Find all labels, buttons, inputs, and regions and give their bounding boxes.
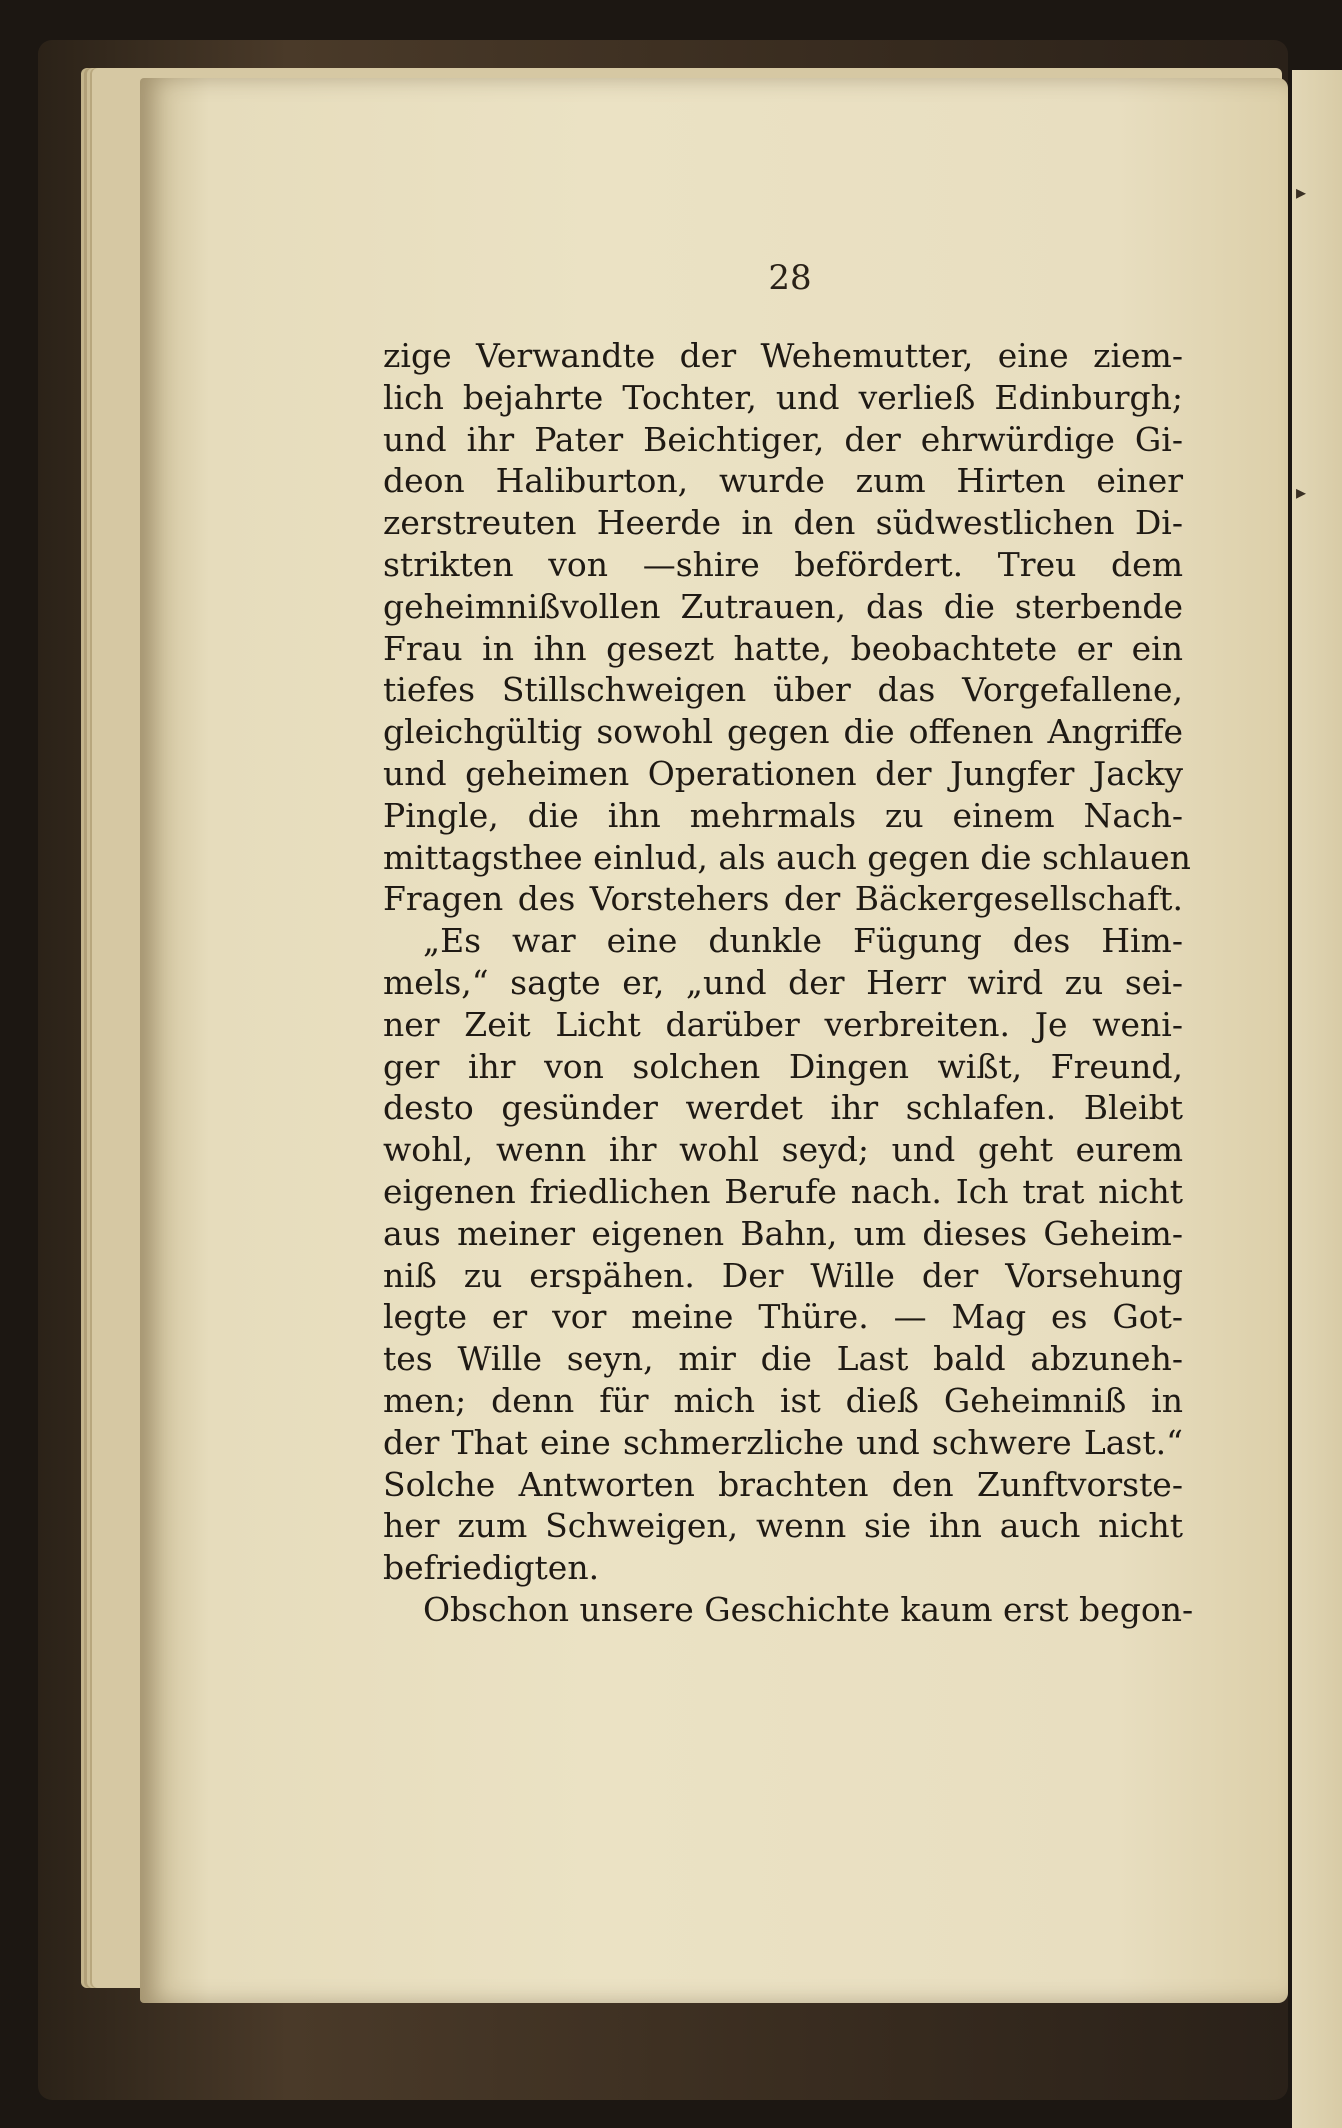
text-line: gleichgültig sowohl gegen die offenen Angriffe bbox=[383, 712, 1183, 752]
text-line: „Es war eine dunkle Fügung des Him- bbox=[423, 921, 1183, 961]
text-line: wohl, wenn ihr wohl seyd; und geht eurem bbox=[383, 1130, 1183, 1170]
text-line: niß zu erspähen. Der Wille der Vorsehung bbox=[383, 1255, 1183, 1295]
text-line: strikten von —shire befördert. Treu dem bbox=[383, 544, 1183, 584]
text-line: und ihr Pater Beichtiger, der ehrwürdige Gi- bbox=[383, 419, 1183, 459]
text-line: Solche Antworten brachten den Zunftvorste- bbox=[383, 1464, 1183, 1504]
text-line: deon Haliburton, wurde zum Hirten einer bbox=[383, 461, 1183, 501]
margin-mark: ▸ bbox=[1296, 180, 1307, 204]
text-line: aus meiner eigenen Bahn, um dieses Geheim- bbox=[383, 1213, 1183, 1253]
text-line: mittagsthee einlud, als auch gegen die schlauen bbox=[383, 837, 1191, 877]
text-line: Frau in ihn gesezt hatte, beobachtete er ein bbox=[383, 628, 1183, 668]
text-line: mels,“ sagte er, „und der Herr wird zu sei- bbox=[383, 962, 1183, 1002]
text-line: legte er vor meine Thüre. — Mag es Got- bbox=[383, 1297, 1183, 1337]
text-line: lich bejahrte Tochter, und verließ Edinburgh; bbox=[383, 377, 1183, 417]
text-line: zige Verwandte der Wehemutter, eine ziem- bbox=[383, 336, 1183, 375]
text-line: ner Zeit Licht darüber verbreiten. Je weni- bbox=[383, 1004, 1183, 1044]
text-line: tiefes Stillschweigen über das Vorgefallene, bbox=[383, 670, 1183, 710]
page-number: 28 bbox=[768, 258, 812, 298]
body-text bbox=[383, 335, 1194, 1631]
text-line: Fragen des Vorstehers der Bäckergesellschaft. bbox=[383, 879, 1183, 919]
text-line: befriedigten. bbox=[383, 1548, 600, 1588]
text-line: zerstreuten Heerde in den südwestlichen Di- bbox=[383, 503, 1183, 543]
text-line: der That eine schmerzliche und schwere Last.“ bbox=[383, 1422, 1183, 1462]
text-line: tes Wille seyn, mir die Last bald abzuneh- bbox=[383, 1339, 1183, 1379]
facing-page-edge bbox=[1292, 70, 1342, 2128]
text-line: ger ihr von solchen Dingen wißt, Freund, bbox=[383, 1046, 1183, 1086]
text-line: her zum Schweigen, wenn sie ihn auch nicht bbox=[383, 1506, 1183, 1546]
text-line: men; denn für mich ist dieß Geheimniß in bbox=[383, 1380, 1183, 1420]
text-line: Obschon unsere Geschichte kaum erst begon- bbox=[423, 1589, 1194, 1629]
text-line: desto gesünder werdet ihr schlafen. Bleibt bbox=[383, 1088, 1183, 1128]
margin-mark: ▸ bbox=[1296, 480, 1307, 504]
text-line: Pingle, die ihn mehrmals zu einem Nach- bbox=[383, 795, 1183, 835]
text-line: eigenen friedlichen Berufe nach. Ich trat nicht bbox=[383, 1171, 1183, 1211]
text-line: und geheimen Operationen der Jungfer Jacky bbox=[383, 753, 1183, 793]
text-line: geheimnißvollen Zutrauen, das die sterbende bbox=[383, 586, 1183, 626]
